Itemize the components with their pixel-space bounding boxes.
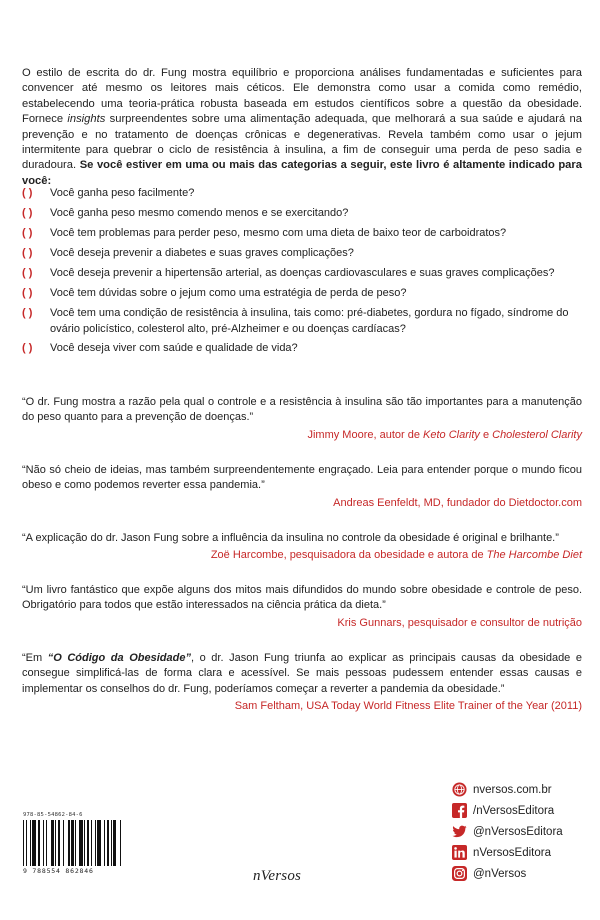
social-website[interactable]: [452, 779, 592, 800]
intro-text-1: O estilo de escrita do dr. Fung mostra equilíbrio e proporciona análises fundamentadas e suficientes para convencer até mesmo os leitores mais céticos. Ele demonstra como usar a comida como remédio, estabelecendo uma teoria-prática robusta baseada em estudos científicos sobre a questão da obesidade. Fornece: [22, 67, 582, 126]
checklist-item: [22, 341, 582, 357]
intro-text-2: surpreendentes sobre uma alimentação adequada, que melhorará a sua saúde e ajudará na prevenção e no tratamento de doenças crônicas e degenerativas. Revela também como usar o jejum intermitente para quebrar o ciclo de resistência à insulina, a fim de conseguir uma perda de peso sadia e duradoura.: [22, 113, 582, 172]
checklist-item-text: Você deseja viver com saúde e qualidade de vida?: [50, 342, 298, 355]
testimonial-author: [22, 428, 582, 443]
intro-lead: Se você estiver em uma ou mais das categorias a seguir, este livro é altamente indicado para você:: [22, 159, 582, 187]
author-book: Keto Clarity: [423, 428, 480, 441]
social-links: [452, 779, 592, 884]
globe-icon: [452, 782, 467, 797]
social-linkedin[interactable]: [452, 842, 592, 863]
quote-book-title: “O Código da Obesidade”: [47, 651, 191, 664]
social-twitter[interactable]: [452, 821, 592, 842]
testimonial: [22, 651, 582, 714]
publisher-logo: nVersos: [253, 868, 302, 884]
intro-paragraph: [22, 66, 582, 189]
testimonials: [22, 395, 582, 734]
author-book: The Harcombe Diet: [486, 549, 582, 562]
checklist-item-text: Você deseja prevenir a diabetes e suas graves complicações?: [50, 246, 354, 259]
intro-italic-word: insights: [67, 113, 106, 126]
quote-suffix: , o dr. Jason Fung triunfa ao explicar as principais causas da obesidade e consegue simplificá-las de forma clara e acessível. Se mais pessoas pudessem entender essas causas e implementar os conselhos do dr. Fung, poderíamos começar a reverter a pandemia da obesidade.”: [22, 651, 582, 695]
checkbox-icon: [22, 246, 32, 262]
testimonial-text: [22, 651, 582, 697]
checklist-item: [22, 306, 582, 337]
checklist-item-text: Você tem uma condição de resistência à insulina, tais como: pré-diabetes, gordura no fígado, síndrome do ovário policístico, colesterol alto, pré-Alzheimer e ou doenças cardíacas?: [50, 306, 569, 335]
barcode-bars: [23, 820, 123, 866]
checklist-item: [22, 246, 582, 262]
checkbox-icon: [22, 286, 32, 302]
checkbox-icon: [22, 186, 32, 202]
twitter-icon: [452, 824, 467, 839]
checkbox-icon: [22, 306, 32, 322]
testimonial-author: [22, 548, 582, 563]
checklist-item-text: Você ganha peso mesmo comendo menos e se exercitando?: [50, 206, 349, 219]
checklist-item: [22, 206, 582, 222]
checkbox-icon: [22, 341, 32, 357]
instagram-icon: [452, 866, 467, 881]
checklist: [22, 186, 582, 361]
testimonial-author: Andreas Eenfeldt, MD, fundador do Dietdoctor.com: [333, 496, 582, 509]
checklist-item-text: Você tem problemas para perder peso, mesmo com uma dieta de baixo teor de carboidratos?: [50, 226, 507, 239]
quote-prefix: “Em: [22, 651, 48, 664]
checklist-item: [22, 226, 582, 242]
testimonial-author: Sam Feltham, USA Today World Fitness Elite Trainer of the Year (2011): [234, 700, 582, 713]
checklist-item-text: Você tem dúvidas sobre o jejum como uma estratégia de perda de peso?: [50, 286, 407, 299]
checklist-item-text: Você ganha peso facilmente?: [50, 187, 195, 199]
social-label: nVersosEditora: [473, 846, 551, 859]
author-connector: e: [479, 428, 493, 441]
author-name: Zoë Harcombe, pesquisadora da obesidade e autora de: [210, 549, 487, 562]
testimonial-text: “O dr. Fung mostra a razão pela qual o controle e a resistência à insulina são tão importantes para a manutenção do peso quanto para a prevenção de doenças.”: [22, 396, 582, 424]
testimonial-author: Kris Gunnars, pesquisador e consultor de nutrição: [337, 616, 582, 629]
social-label: @nVersosEditora: [473, 825, 563, 838]
barcode-digits: 9 788554 862846: [23, 867, 94, 875]
checklist-item: [22, 286, 582, 302]
checklist-item-text: Você deseja prevenir a hipertensão arterial, as doenças cardiovasculares e suas graves complicações?: [50, 266, 555, 279]
social-label: nversos.com.br: [473, 783, 552, 796]
checkbox-icon: [22, 206, 32, 222]
isbn-barcode: [23, 812, 123, 880]
isbn-number: 978-85-54862-84-6: [23, 812, 83, 818]
testimonial-text: “Um livro fantástico que expõe alguns dos mitos mais difundidos do mundo sobre obesidade e controle de peso. Obrigatório para todos que estão interessados na ciência prática da dieta.”: [22, 584, 582, 612]
author-name: Jimmy Moore, autor de: [307, 428, 424, 441]
facebook-icon: [452, 803, 467, 818]
social-label: /nVersosEditora: [473, 804, 555, 817]
testimonial: [22, 463, 582, 511]
barcode-bar: [121, 820, 122, 866]
author-book: Cholesterol Clarity: [492, 428, 582, 441]
testimonial: [22, 395, 582, 443]
social-instagram[interactable]: [452, 863, 592, 884]
checklist-item: [22, 266, 582, 282]
social-label: @nVersos: [473, 867, 527, 880]
testimonial-text: “Não só cheio de ideias, mas também surpreendentemente engraçado. Leia para entender porque o mundo ficou obeso e como podemos reverter essa pandemia.”: [22, 463, 582, 492]
checklist-item: [22, 186, 582, 202]
testimonial-text: “A explicação do dr. Jason Fung sobre a influência da insulina no controle da obesidade é original e brilhante.”: [22, 531, 559, 544]
testimonial: [22, 531, 582, 563]
social-facebook[interactable]: [452, 800, 592, 821]
testimonial: [22, 583, 582, 631]
linkedin-icon: [452, 845, 467, 860]
checkbox-icon: [22, 226, 32, 242]
checkbox-icon: [22, 266, 32, 282]
